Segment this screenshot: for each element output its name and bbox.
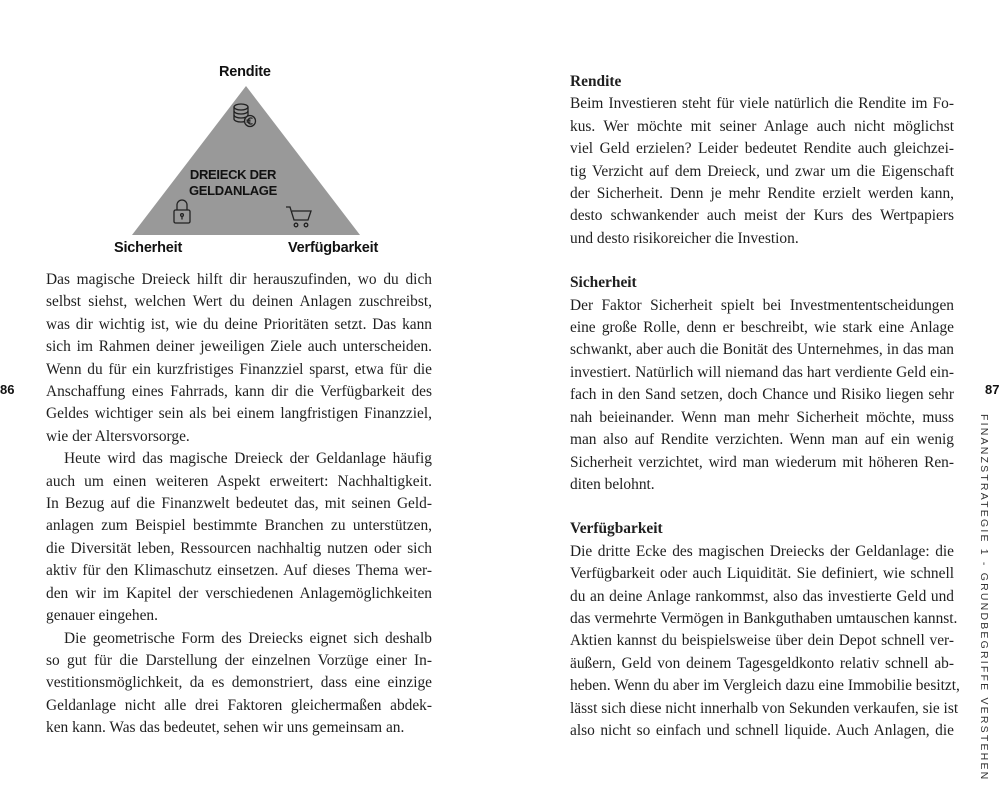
section-heading: Sicherheit — [570, 274, 637, 292]
section-verfuegbarkeit — [570, 518, 960, 742]
page-number-right: 87 — [985, 382, 1000, 397]
text-line: Anschaffung eines Fahrrads, kann dir die Verfügbarkeit des — [46, 383, 432, 401]
text-line: In Bezug auf die Finanzwelt bedeutet das, mit seinen Geld- — [46, 495, 432, 513]
text-line: investiert. Natürlich will niemand das hart verdiente Geld ein- — [570, 363, 954, 381]
section-heading: Verfügbarkeit — [570, 520, 663, 538]
text-line: so gut für die Darstellung der einzelnen Vorzüge einer In- — [46, 651, 432, 669]
text-line: wie der Altersvorsorge. — [46, 427, 190, 445]
text-line: selbst siehst, welchen Wert du deinen Anlagen zuschreibst, — [46, 293, 432, 311]
text-line: eine große Rolle, denn er beschreibt, wie stark eine Anlage — [570, 319, 954, 337]
paragraph — [46, 628, 432, 740]
text-line: kus. Wer möchte mit seiner Anlage auch nicht möglichst — [570, 117, 954, 135]
text-line: und desto risikoreicher die Investion. — [570, 229, 799, 247]
text-line: Beim Investieren steht für viele natürlich die Rendite im Fo- — [570, 95, 954, 113]
text-line: diten belohnt. — [570, 475, 655, 493]
text-line: aktiv für den Klimaschutz einsetzen. Auf dieses Thema wer- — [46, 562, 432, 580]
text-line: Geldanlage nicht alle drei Faktoren gleichermaßen abdek- — [46, 696, 432, 714]
section-heading: Rendite — [570, 73, 622, 90]
text-line: man also auf Rendite verzichten. Wenn man auf ein wenig — [570, 431, 954, 449]
running-head: FINANZSTRATEGIE 1 - GRUNDBEGRIFFE VERSTEHEN — [978, 414, 990, 782]
diagram-title-line-2: GELDANLAGE — [188, 183, 277, 198]
text-line: genauer eingehen. — [46, 607, 158, 625]
paragraph — [46, 269, 432, 448]
text-line: Die dritte Ecke des magischen Dreiecks der Geldanlage: die — [570, 542, 954, 560]
text-line: vestitionsmöglichkeit, da es demonstriert, dass eine einzige — [46, 674, 432, 692]
text-line: die Diversität leben, Ressourcen nachhaltig nutzen oder sich — [46, 539, 432, 557]
vertex-label-rendite: Rendite — [219, 64, 271, 80]
right-page-body — [570, 71, 960, 742]
text-line: Aktien kannst du beispielsweise über dein Depot schnell ver- — [570, 632, 954, 650]
text-line: Wenn du für ein kurzfristiges Finanzziel sparst, etwa für die — [46, 360, 432, 378]
text-line: Sicherheit verzichtet, wird man wiederum mit höheren Ren- — [570, 453, 954, 471]
text-line: lässt sich diese nicht innerhalb von Sekunden verkaufen, sie ist — [570, 699, 959, 717]
text-line: auch um einen weiteren Aspekt erweitert: Nachhaltigkeit. — [46, 472, 432, 490]
triangle-graphic — [100, 60, 400, 265]
text-line: viel Geld erzielen? Leider bedeutet Rendite auch gleichzei- — [570, 140, 954, 158]
diagram-title-line-1: DREIECK DER — [189, 167, 277, 182]
text-line: anlagen zum Beispiel bestimmte Branchen zu unterstützen, — [46, 517, 432, 535]
text-line: Verfügbarkeit oder auch Liquidität. Sie definiert, wie schnell — [570, 565, 954, 583]
text-line: Heute wird das magische Dreieck der Geldanlage häufig — [64, 450, 432, 468]
paragraph — [46, 448, 432, 627]
text-line: du an deine Anlage rankommst, also das investierte Geld und — [570, 587, 954, 605]
section-rendite — [570, 71, 954, 250]
text-line: fach in den Sand setzen, doch Chance und Risiko liegen sehr — [570, 386, 954, 404]
text-line: Geldes wichtiger sein als bei einem langfristigen Finanzziel, — [46, 405, 432, 423]
left-page-body — [46, 269, 432, 740]
text-line: nah beieinander. Wenn man mehr Sicherheit möchte, muss — [570, 408, 954, 426]
text-line: den wir im Kapitel der verschiedenen Anlagemöglichkeiten — [46, 584, 432, 602]
text-line: äußern, Geld von deinem Tagesgeldkonto relativ schnell ab- — [570, 654, 954, 672]
vertex-label-sicherheit: Sicherheit — [114, 240, 183, 256]
text-line: sich im Rahmen deiner jeweiligen Ziele auch unterscheiden. — [46, 338, 432, 356]
vertex-label-verfuegbarkeit: Verfügbarkeit — [288, 240, 379, 256]
text-line: ken kann. Was das bedeutet, sehen wir uns gemeinsam an. — [46, 719, 405, 737]
magic-triangle-diagram — [100, 60, 400, 265]
text-line: tig Verzicht auf dem Dreieck, und zwar um die Eigenschaft — [570, 162, 954, 180]
text-line: was dir wichtig ist, wie du deine Prioritäten setzt. Das kann — [46, 315, 432, 333]
text-line: heben. Wenn du aber im Vergleich dazu eine Immobilie besitzt, — [570, 677, 960, 695]
text-line: schwankt, aber auch die Bonität des Unternehmes, in das man — [570, 341, 954, 359]
text-line: Das magische Dreieck hilft dir herauszufinden, wo du dich — [46, 271, 432, 288]
text-line: desto schwankender auch meist der Kurs des Wertpapiers — [570, 207, 954, 225]
section-sicherheit — [570, 272, 954, 496]
text-line: also nicht so einfach und schnell liquide. Auch Anlagen, die — [570, 721, 954, 739]
text-line: Der Faktor Sicherheit spielt bei Investmententscheidungen — [570, 296, 954, 314]
page-number-left: 86 — [0, 382, 15, 397]
text-line: Die geometrische Form des Dreiecks eignet sich deshalb — [64, 629, 432, 647]
diagram-center-title — [188, 167, 278, 199]
text-line: das vermehrte Vermögen in Bankguthaben umtauschen kannst. — [570, 609, 958, 627]
text-line: der Sicherheit. Denn je mehr Rendite erzielt werden kann, — [570, 185, 954, 203]
triangle-shape — [132, 86, 360, 235]
